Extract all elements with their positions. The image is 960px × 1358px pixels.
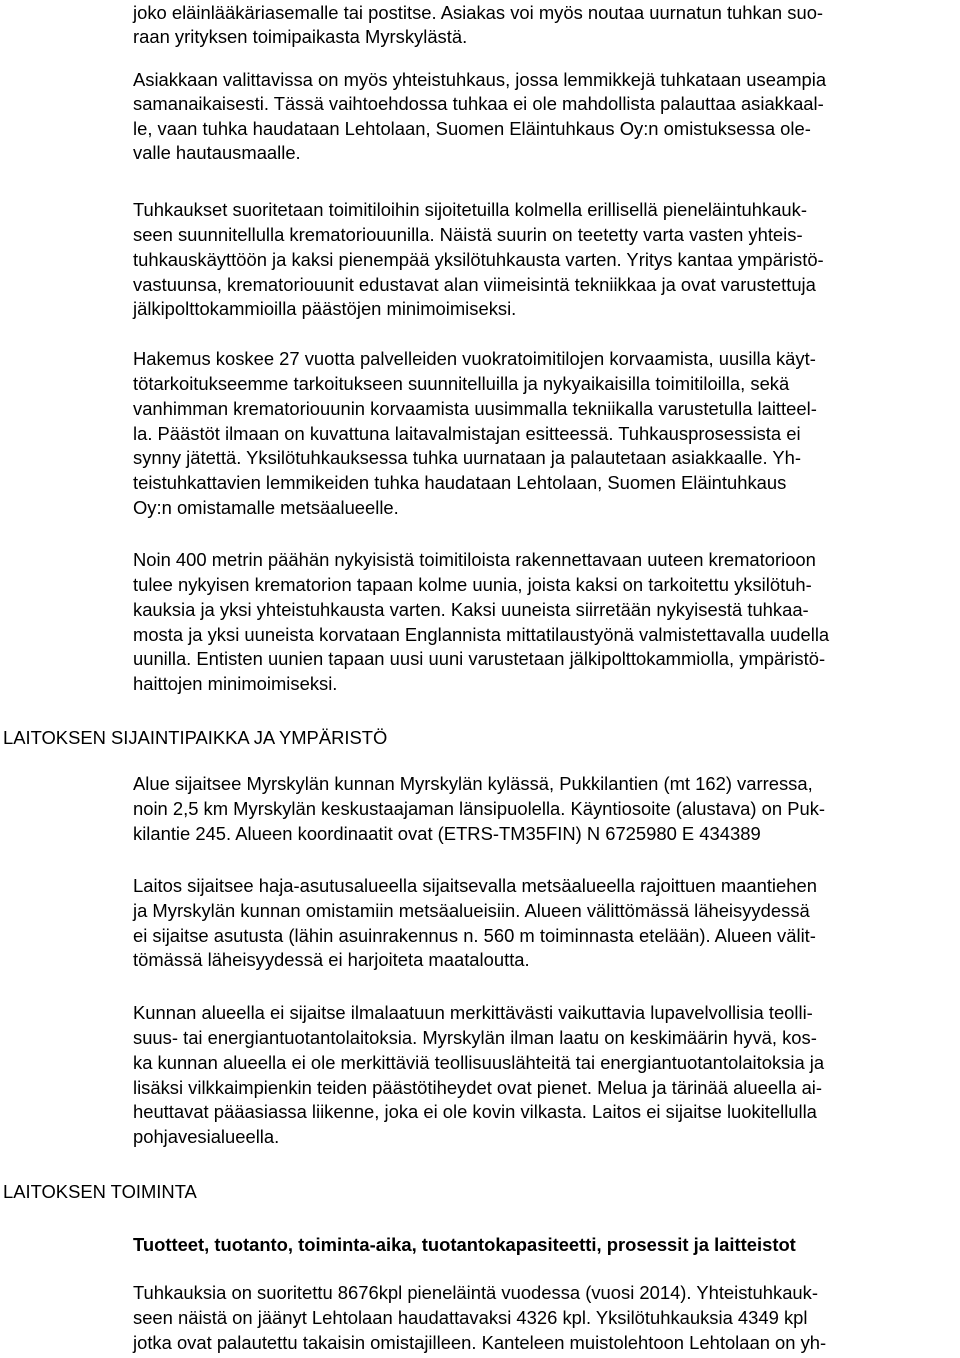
section-heading-location: LAITOKSEN SIJAINTIPAIKKA JA YMPÄRISTÖ (3, 727, 388, 748)
paragraph-4-line-7: Oy:n omistamalle metsäalueelle. (133, 497, 399, 518)
paragraph-3-line-4: vastuunsa, krematoriouunit edustavat alan viimeisintä tekniikkaa ja ovat varustettuja (133, 274, 816, 295)
paragraph-3-line-3: tuhkauskäyttöön ja kaksi pienempää yksilötuhkausta varten. Yritys kantaa ympäristö- (133, 249, 824, 270)
paragraph-5-line-6: haittojen minimoimiseksi. (133, 673, 338, 694)
section-subheading-products: Tuotteet, tuotanto, toiminta-aika, tuotantokapasiteetti, prosessit ja laitteistot (133, 1234, 796, 1255)
location-paragraph-1-line-1: Alue sijaitsee Myrskylän kunnan Myrskylän kylässä, Pukkilantien (mt 162) varressa, (133, 773, 813, 794)
location-paragraph-3-line-6: pohjavesialueella. (133, 1126, 280, 1147)
location-paragraph-3-line-1: Kunnan alueella ei sijaitse ilmalaatuun merkittävästi vaikuttavia lupavelvollisia teolli- (133, 1002, 813, 1023)
location-paragraph-2-line-4: tömässä läheisyydessä ei harjoiteta maataloutta. (133, 949, 530, 970)
operation-paragraph-1-line-2: seen näistä on jäänyt Lehtolaan haudattavaksi 4326 kpl. Yksilötuhkauksia 4349 kpl (133, 1307, 808, 1328)
paragraph-4-line-1: Hakemus koskee 27 vuotta palvelleiden vuokratoimitilojen korvaamista, uusilla käyt- (133, 348, 816, 369)
location-paragraph-1-line-2: noin 2,5 km Myrskylän keskustaajaman länsipuolella. Käyntiosoite (alustava) on Puk- (133, 798, 826, 819)
paragraph-4-line-5: synny jätettä. Yksilötuhkauksessa tuhka uurnataan ja palautetaan asiakkaalle. Yh- (133, 447, 801, 468)
paragraph-1-line-2: raan yrityksen toimipaikasta Myrskylästä. (133, 26, 468, 47)
operation-paragraph-1-line-3: jotka ovat palautettu takaisin omistajilleen. Kanteleen muistolehtoon Lehtolaan on yh- (133, 1332, 827, 1353)
location-paragraph-3-line-3: ka kunnan alueella ei ole merkittäviä teollisuuslähteitä tai energiantuotantolaitoksia ja (133, 1052, 825, 1073)
paragraph-4-line-3: vanhimman krematoriouunin korvaamista uusimmalla tekniikalla varustetulla laitteel- (133, 398, 817, 419)
paragraph-4-line-4: la. Päästöt ilmaan on kuvattuna laitavalmistajan esitteessä. Tuhkausprosessista ei (133, 423, 801, 444)
paragraph-2-line-3: le, vaan tuhka haudataan Lehtolaan, Suomen Eläintuhkaus Oy:n omistuksessa ole- (133, 118, 811, 139)
paragraph-2-line-4: valle hautausmaalle. (133, 142, 301, 163)
paragraph-4-line-6: teistuhkattavien lemmikeiden tuhka haudataan Lehtolaan, Suomen Eläintuhkaus (133, 472, 787, 493)
paragraph-1-line-1: joko eläinlääkäriasemalle tai postitse. Asiakas voi myös noutaa uurnatun tuhkan suo- (133, 2, 824, 23)
paragraph-5-line-5: uunilla. Entisten uunien tapaan uusi uuni varustetaan jälkipolttokammiolla, ympäristö- (133, 648, 826, 669)
operation-paragraph-1-line-1: Tuhkauksia on suoritettu 8676kpl pieneläintä vuodessa (vuosi 2014). Yhteistuhkauk- (133, 1282, 818, 1303)
location-paragraph-1-line-3: kilantie 245. Alueen koordinaatit ovat (ETRS-TM35FIN) N 6725980 E 434389 (133, 823, 761, 844)
location-paragraph-2-line-2: ja Myrskylän kunnan omistamiin metsäalueisiin. Alueen välittömässä läheisyydessä (133, 900, 810, 921)
section-heading-operation: LAITOKSEN TOIMINTA (3, 1181, 197, 1202)
paragraph-5-line-2: tulee nykyisen krematorion tapaan kolme uunia, joista kaksi on tarkoitettu yksilötuh- (133, 574, 812, 595)
paragraph-2-line-2: samanaikaisesti. Tässä vaihtoehdossa tuhkaa ei ole mahdollista palauttaa asiakkaal- (133, 93, 824, 114)
paragraph-3-line-1: Tuhkaukset suoritetaan toimitiloihin sijoitetuilla kolmella erillisellä pieneläintuhkauk- (133, 199, 807, 220)
paragraph-5-line-3: kauksia ja yksi yhteistuhkausta varten. Kaksi uuneista siirretään nykyisestä tuhkaa- (133, 599, 809, 620)
paragraph-4-line-2: tötarkoitukseemme tarkoitukseen suunnitelluilla ja nykyaikaisilla toimitiloilla, sekä (133, 373, 790, 394)
paragraph-3-line-2: seen suunnitellulla krematoriouunilla. Näistä suurin on teetetty varta vasten yhteis- (133, 224, 803, 245)
paragraph-2-line-1: Asiakkaan valittavissa on myös yhteistuhkaus, jossa lemmikkejä tuhkataan useampia (133, 69, 827, 90)
location-paragraph-3-line-2: suus- tai energiantuotantolaitoksia. Myrskylän ilman laatu on keskimäärin hyvä, kos- (133, 1027, 817, 1048)
paragraph-5-line-4: mosta ja yksi uuneista korvataan Englannista mittatilaustyönä valmistettavalla uudella (133, 624, 830, 645)
location-paragraph-3-line-5: heuttavat pääasiassa liikenne, joka ei ole kovin vilkasta. Laitos ei sijaitse luokitellulla (133, 1101, 817, 1122)
paragraph-3-line-5: jälkipolttokammioilla päästöjen minimoimiseksi. (133, 298, 517, 319)
location-paragraph-2-line-1: Laitos sijaitsee haja-asutusalueella sijaitsevalla metsäalueella rajoittuen maantiehen (133, 875, 817, 896)
paragraph-5-line-1: Noin 400 metrin päähän nykyisistä toimitiloista rakennettavaan uuteen krematorioon (133, 549, 816, 570)
location-paragraph-2-line-3: ei sijaitse asutusta (lähin asuinrakennus n. 560 m toiminnasta etelään). Alueen välit- (133, 925, 816, 946)
location-paragraph-3-line-4: lisäksi vilkkaimpienkin teiden päästötiheydet ovat pienet. Melua ja tärinää alueella ai- (133, 1077, 823, 1098)
